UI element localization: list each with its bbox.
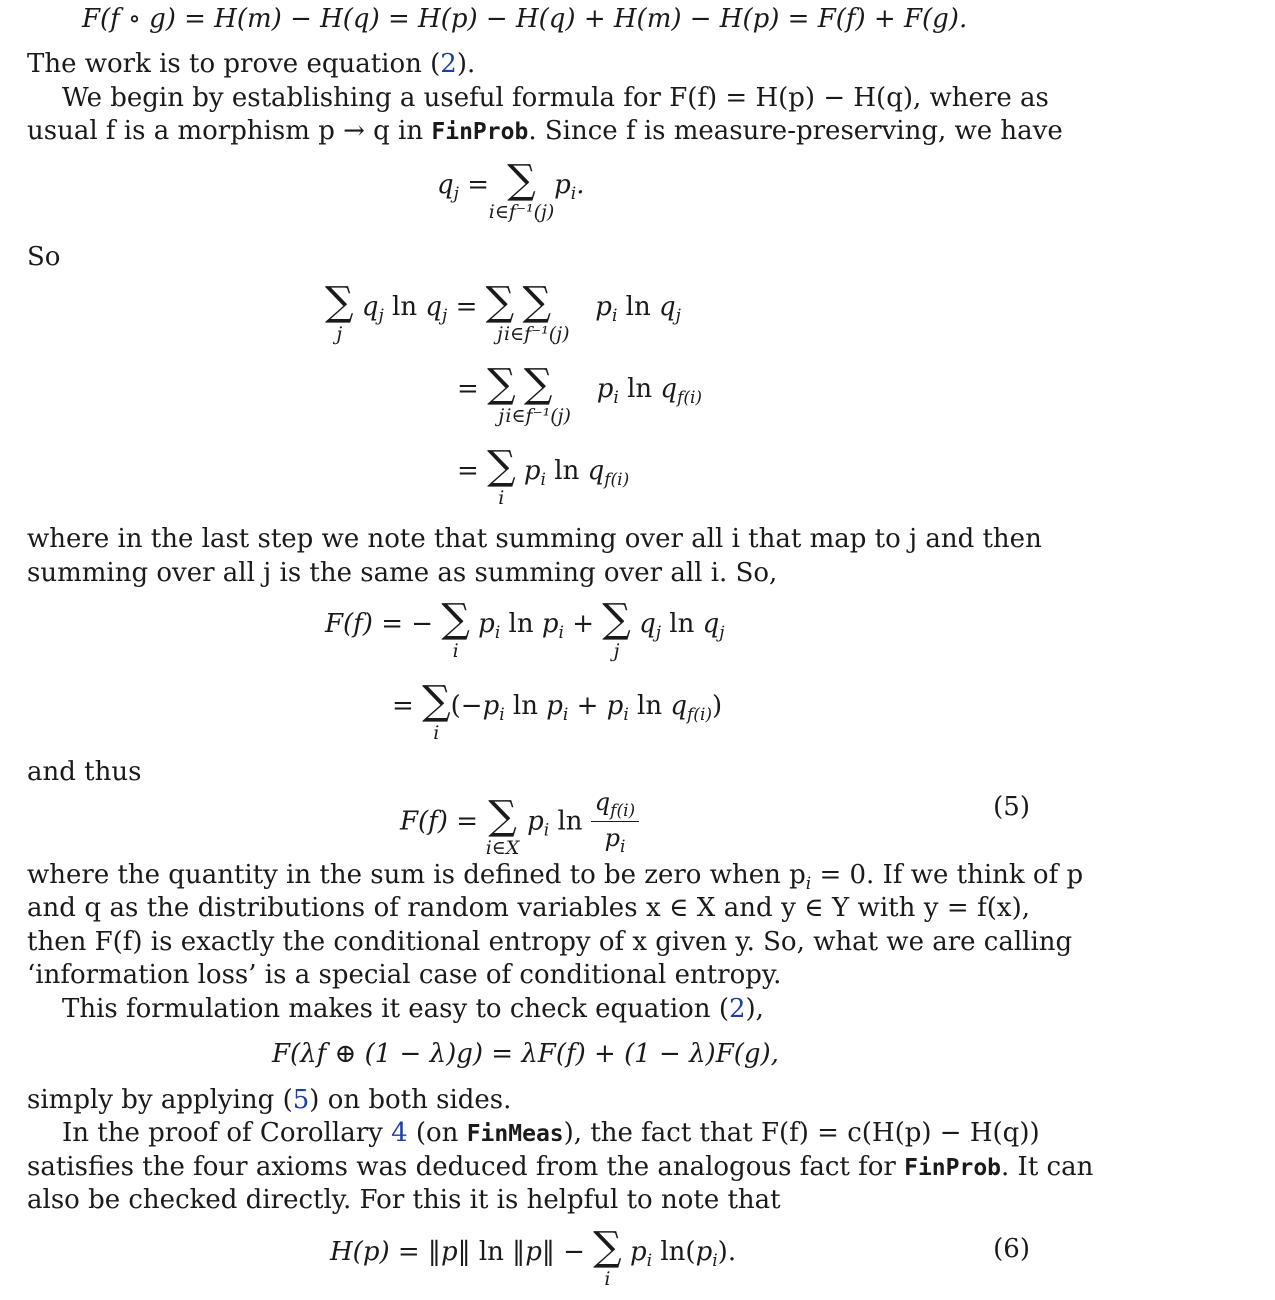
equation-5: F(f) = ∑ i∈X $p_i$ ln $\frac{q_{f(i)}}{p_i}$ xyxy=(400,788,639,857)
derivation-row-3: = ∑ i $p_i$ $\ln q_{f(i)}$ xyxy=(457,443,630,509)
text-span: . It can xyxy=(1001,1152,1094,1182)
text-span: where the quantity in the sum is defined to be zero when p xyxy=(27,860,806,890)
text-and-thus: and thus xyxy=(27,757,142,787)
text-span: The work is to prove equation ( xyxy=(27,49,441,79)
text-line-p4: ‘information loss’ is a special case of conditional entropy. xyxy=(27,960,782,990)
equation-ff-2: = ∑ i ($-p_i$ $\ln p_i + p_i$ $\ln q_{f(i)}$) xyxy=(392,678,723,744)
text-line-p6 xyxy=(27,1083,1030,1117)
equation-ref-link[interactable]: 5 xyxy=(292,1085,310,1115)
category-name: FinMeas xyxy=(466,1121,564,1147)
equation-6: H(p) = ‖p‖ ln ‖p‖ − ∑ i $p_i$ $\ln(p_i)$. xyxy=(330,1224,737,1290)
text-line-where-1: where in the last step we note that summing over all i that map to j and then xyxy=(27,524,1042,554)
text-span: usual f is a morphism p → q in xyxy=(27,116,432,146)
text-so: So xyxy=(27,242,61,272)
equation-lambda: F(λf ⊕ (1 − λ)g) = λF(f) + (1 − λ)F(g), xyxy=(272,1039,779,1069)
text-span: simply by applying ( xyxy=(27,1085,293,1115)
text-span: ) on both sides. xyxy=(309,1085,512,1115)
derivation-row-2: = ∑ j ∑ i∈f⁻¹(j) $p_i$ $\ln q_{f(i)}$ xyxy=(457,361,703,427)
text-line-p9: also be checked directly. For this it is helpful to note that xyxy=(27,1185,781,1215)
text-line-p2: and q as the distributions of random variables x ∈ X and y ∈ Y with y = f(x), xyxy=(27,893,1030,923)
text-span: This formulation makes it easy to check equation ( xyxy=(62,994,729,1024)
text-line-p8 xyxy=(27,1150,1094,1185)
corollary-ref-link[interactable]: 4 xyxy=(391,1118,408,1148)
equation-ref-link[interactable]: 2 xyxy=(728,994,746,1024)
text-line-2: We begin by establishing a useful formula for F(f) = H(p) − H(q), where as xyxy=(62,83,1049,113)
text-line-3 xyxy=(27,114,1063,149)
category-name: FinProb xyxy=(904,1155,1002,1181)
equation-ref-link[interactable]: 2 xyxy=(440,49,457,79)
text-span: In the proof of Corollary xyxy=(62,1118,392,1148)
text-line-where-2: summing over all j is the same as summing over all i. So, xyxy=(27,558,778,588)
text-span: = 0. If we think of p xyxy=(811,860,1084,890)
derivation-row-1: ∑ j $q_j$ $\ln q_j$ = ∑ j ∑ i∈f⁻¹(j) $p_i$ $\ln q_j$ xyxy=(325,279,681,345)
equation-qj: $q_j$ = ∑ i∈f⁻¹(j) $p_i$. xyxy=(437,157,585,223)
text-span: satisfies the four axioms was deduced from the analogous fact for xyxy=(27,1152,905,1182)
category-name: FinProb xyxy=(431,119,529,145)
text-span: (on xyxy=(407,1118,467,1148)
equation-ff-1: F(f) = − ∑ i $p_i$ $\ln p_i$ + ∑ j $q_j$ $\ln q_j$ xyxy=(325,596,725,662)
text-span: ), the fact that F(f) = c(H(p) − H(q)) xyxy=(563,1118,1040,1148)
equation-number-6: (6) xyxy=(993,1234,1030,1264)
text-line-p3: then F(f) is exactly the conditional entropy of x given y. So, what we are calling xyxy=(27,927,1073,957)
text-span: . Since f is measure-preserving, we have xyxy=(528,116,1063,146)
text-span: ). xyxy=(456,49,476,79)
text-line-1 xyxy=(27,47,1030,81)
sum-index: i∈f⁻¹(j) xyxy=(488,201,555,223)
text-line-p7 xyxy=(62,1116,1040,1151)
text-line-p1: where the quantity in the sum is defined to be zero when $p_i = 0$. If we think of p xyxy=(27,860,1084,895)
text-span: ), xyxy=(745,994,764,1024)
qj-symbol: $q_j$ xyxy=(437,170,459,205)
equation-number-5: (5) xyxy=(993,792,1030,822)
text-line-p5 xyxy=(62,992,1030,1026)
top-equation: F(f ∘ g) = H(m) − H(q) = H(p) − H(q) + H(m) − H(p) = F(f) + F(g). xyxy=(82,4,968,34)
sum-operator: ∑ i∈f⁻¹(j) xyxy=(488,157,555,223)
